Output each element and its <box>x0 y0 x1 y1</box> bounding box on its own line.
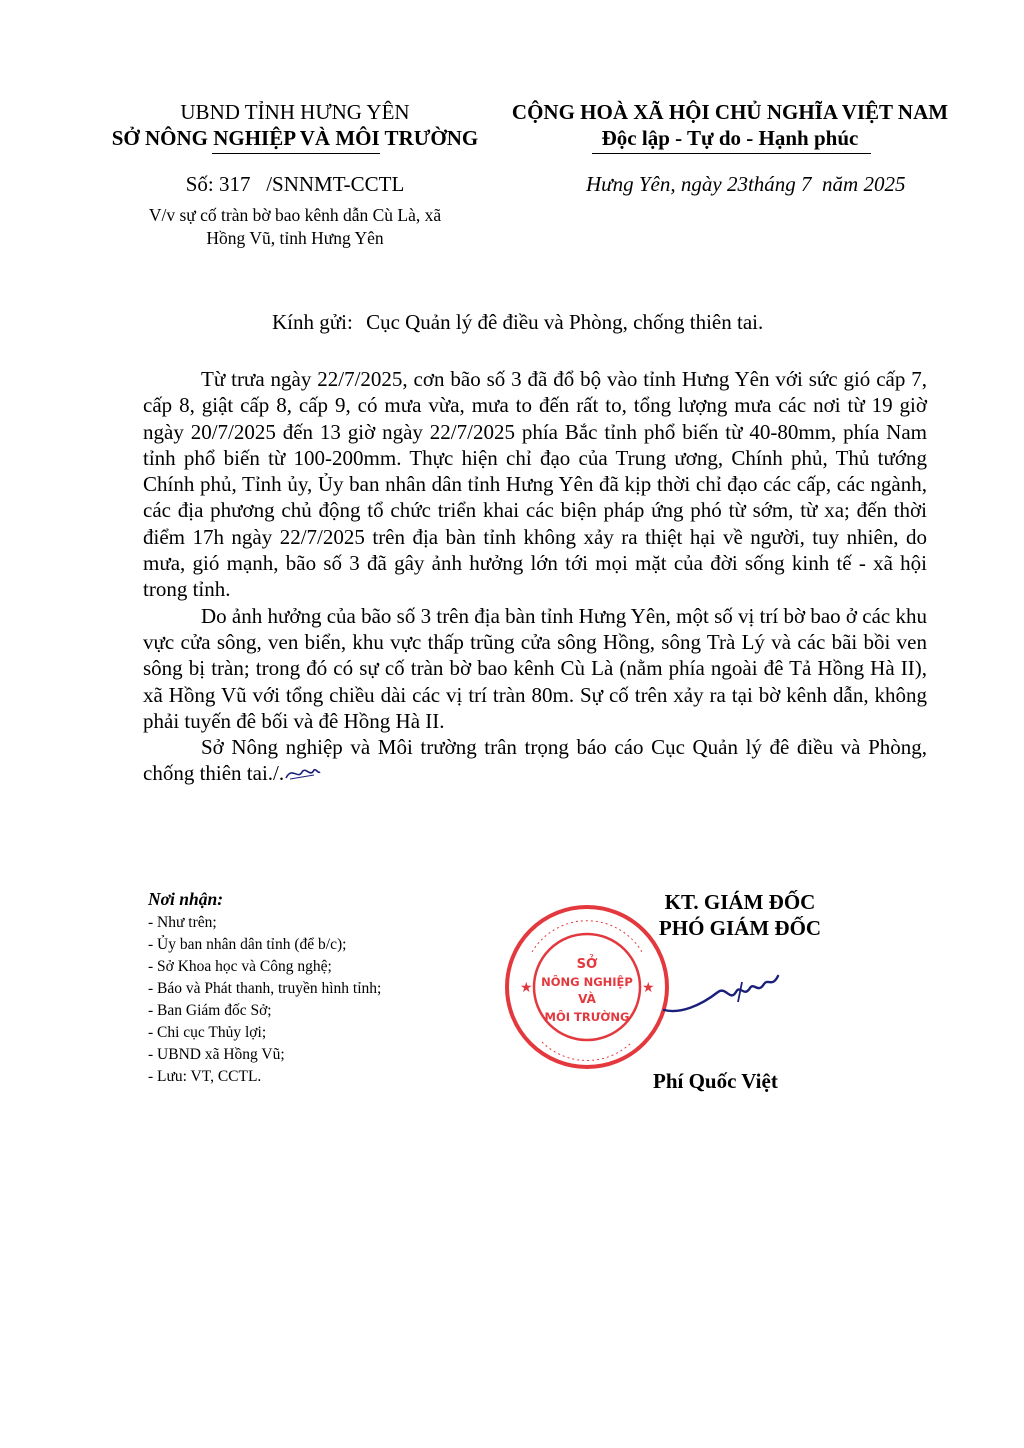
document-number: Số: 317 /SNNMT-CCTL <box>185 172 405 196</box>
svg-text:MÔI TRƯỜNG: MÔI TRƯỜNG <box>544 1010 630 1024</box>
national-motto: Độc lập - Tự do - Hạnh phúc <box>601 126 859 150</box>
recipients-title: Nơi nhận: <box>148 889 224 909</box>
recipient-item: - Ban Giám đốc Sở; <box>148 1002 272 1019</box>
subject-line-2: Hồng Vũ, tỉnh Hưng Yên <box>206 228 384 248</box>
handwritten-signature <box>660 962 800 1032</box>
paragraph-3 <box>143 734 927 787</box>
signer-title-1: KT. GIÁM ĐỐC <box>664 890 816 914</box>
issuer-underline <box>212 153 380 154</box>
paragraph-2: Do ảnh hưởng của bão số 3 trên địa bàn tỉnh Hưng Yên, một số vị trí bờ bao ở các khu vực cửa sông, ven biển, khu vực thấp trũng cửa sông Hồng, sông Trà Lý và các bãi bồi ven sông bị tràn; trong đó có sự cố tràn bờ bao kênh Cù Là (nằm phía ngoài đê Tả Hồng Hà II), xã Hồng Vũ với tổng chiều dài các vị trí tràn 80m. Sự cố trên xảy ra tại bờ kênh dẫn, không phải tuyến đê bối và đê Hồng Hà II. <box>143 603 927 733</box>
addressee <box>272 309 763 335</box>
paragraph-1: Từ trưa ngày 22/7/2025, cơn bão số 3 đã đổ bộ vào tỉnh Hưng Yên với sức gió cấp 7, cấp 8, giật cấp 8, cấp 9, có mưa vừa, mưa to đến rất to, tổng lượng mưa các nơi từ 19 giờ ngày 20/7/2025 đến 13 giờ ngày 22/7/2025 phía Bắc tỉnh phổ biến từ 40-80mm, phía Nam tỉnh phổ biến từ 100-200mm. Thực hiện chỉ đạo của Trung ương, Chính phủ, Thủ tướng Chính phủ, Tỉnh ủy, Ủy ban nhân dân tỉnh Hưng Yên đã kịp thời chỉ đạo các cấp, các ngành, các địa phương chủ động tổ chức triển khai các biện pháp ứng phó từ sớm, từ xa; đến thời điểm 17h ngày 22/7/2025 trên địa bàn tỉnh không xảy ra thiệt hại về người, tuy nhiên, do mưa, gió mạnh, bão số 3 đã gây ảnh hưởng lớn tới mọi mặt của đời sống kinh tế - xã hội trong tỉnh. <box>143 367 927 602</box>
svg-text:★: ★ <box>642 980 655 996</box>
addressee-value: Cục Quản lý đê điều và Phòng, chống thiên tai. <box>366 310 764 334</box>
signer-title-2: PHÓ GIÁM ĐỐC <box>658 916 822 940</box>
document-date: Hưng Yên, ngày 23tháng 7 năm 2025 <box>586 172 906 196</box>
recipients-block <box>148 888 381 1088</box>
svg-text:VÀ: VÀ <box>578 992 596 1006</box>
recipient-item: - Lưu: VT, CCTL. <box>148 1068 262 1085</box>
body-text <box>143 366 927 787</box>
svg-text:SỞ: SỞ <box>576 957 598 972</box>
recipient-item: - Báo và Phát thanh, truyền hình tỉnh; <box>148 980 382 997</box>
national-title: CỘNG HOÀ XÃ HỘI CHỦ NGHĨA VIỆT NAM <box>511 100 949 124</box>
recipient-item: - Như trên; <box>148 914 217 931</box>
recipient-item: - Ủy ban nhân dân tỉnh (để b/c); <box>148 936 347 953</box>
issuer-block <box>100 99 490 151</box>
signer-name: Phí Quốc Việt <box>653 1069 778 1093</box>
official-seal-stamp <box>502 902 672 1072</box>
subject-line-1: V/v sự cố tràn bờ bao kênh dẫn Cù Là, xã <box>148 205 442 225</box>
document-subject <box>100 204 490 250</box>
initial-mark-icon <box>284 764 322 782</box>
addressee-label: Kính gửi: <box>272 310 353 334</box>
svg-text:★: ★ <box>520 980 533 996</box>
recipient-item: - UBND xã Hồng Vũ; <box>148 1046 285 1063</box>
motto-underline <box>592 153 871 154</box>
recipient-item: - Sở Khoa học và Công nghệ; <box>148 958 332 975</box>
svg-text:NÔNG NGHIỆP: NÔNG NGHIỆP <box>541 975 633 989</box>
issuer-province: UBND TỈNH HƯNG YÊN <box>180 100 410 124</box>
recipient-item: - Chi cục Thủy lợi; <box>148 1024 267 1041</box>
national-title-block <box>495 99 965 151</box>
paragraph-3-text: Sở Nông nghiệp và Môi trường trân trọng báo cáo Cục Quản lý đê điều và Phòng, chống thiên tai./. <box>143 735 927 786</box>
issuer-department: SỞ NÔNG NGHIỆP VÀ MÔI TRƯỜNG <box>111 126 479 150</box>
